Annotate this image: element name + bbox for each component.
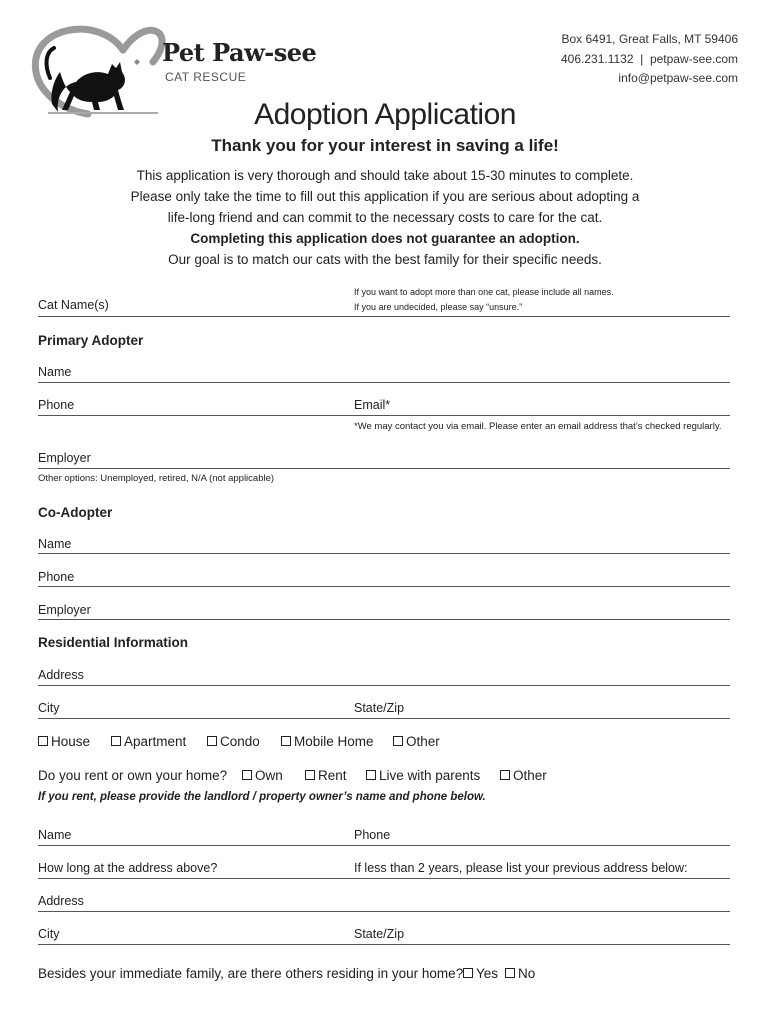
checkbox-icon[interactable] xyxy=(463,968,473,978)
cat-names-field[interactable] xyxy=(38,316,730,317)
option-label: Other xyxy=(513,768,547,783)
checkbox-icon[interactable] xyxy=(500,770,510,780)
co-employer-field[interactable] xyxy=(38,619,730,620)
how-long-label: How long at the address above? xyxy=(38,861,218,875)
landlord-phone-label: Phone xyxy=(354,828,391,842)
landlord-field[interactable] xyxy=(38,845,730,846)
home-type-mobile-home[interactable] xyxy=(281,734,374,749)
res-address-label: Address xyxy=(38,668,84,682)
option-label: Condo xyxy=(220,734,260,749)
co-name-field[interactable] xyxy=(38,553,730,554)
checkbox-icon[interactable] xyxy=(505,968,515,978)
home-type-house[interactable] xyxy=(38,734,90,749)
option-label: Rent xyxy=(318,768,347,783)
res-statezip-label: State/Zip xyxy=(354,701,405,715)
checkbox-icon[interactable] xyxy=(281,736,291,746)
prev-address-field[interactable] xyxy=(38,911,730,912)
landlord-note: If you rent, please provide the landlord / property owner’s name and phone below. xyxy=(38,791,486,803)
primary-name-field[interactable] xyxy=(38,382,730,383)
primary-phone-label: Phone xyxy=(38,398,75,412)
prev-city-state-field[interactable] xyxy=(38,944,730,945)
primary-adopter-heading: Primary Adopter xyxy=(38,333,144,348)
primary-name-label: Name xyxy=(38,365,72,379)
rent-own-own[interactable] xyxy=(242,768,283,783)
home-type-other[interactable] xyxy=(393,734,440,749)
how-long-field[interactable] xyxy=(38,878,730,879)
others-residing-no[interactable] xyxy=(505,966,535,981)
option-label: House xyxy=(51,734,91,749)
co-name-label: Name xyxy=(38,537,72,551)
prev-statezip-label: State/Zip xyxy=(354,927,405,941)
intro-line: life-long friend and can commit to the necessary costs to care for the cat. xyxy=(167,210,603,225)
primary-email-label: Email* xyxy=(354,398,391,412)
option-label: Yes xyxy=(476,966,499,981)
intro-line: Please only take the time to fill out this application if you are serious about adopting a xyxy=(130,189,640,204)
others-residing-yes[interactable] xyxy=(463,966,498,981)
prev-address-label: Address xyxy=(38,894,84,908)
cat-names-note-line: If you want to adopt more than one cat, please include all names. xyxy=(354,287,614,297)
org-phone-web: 406.231.1132 | petpaw-see.com xyxy=(560,51,738,66)
intro-disclaimer: Completing this application does not guarantee an adoption. xyxy=(190,231,580,246)
page-subtitle: Thank you for your interest in saving a life! xyxy=(211,136,559,155)
rent-own-live-with-parents[interactable] xyxy=(366,768,480,783)
primary-phone-email-field[interactable] xyxy=(38,415,730,416)
rent-own-other[interactable] xyxy=(500,768,547,783)
option-label: Live with parents xyxy=(379,768,481,783)
res-address-field[interactable] xyxy=(38,685,730,686)
option-label: Mobile Home xyxy=(294,734,374,749)
option-label: Own xyxy=(255,768,283,783)
option-label: Other xyxy=(406,734,440,749)
co-adopter-heading: Co-Adopter xyxy=(38,505,113,520)
cat-names-note xyxy=(354,285,614,315)
checkbox-icon[interactable] xyxy=(38,736,48,746)
checkbox-icon[interactable] xyxy=(111,736,121,746)
rent-own-rent[interactable] xyxy=(305,768,347,783)
co-phone-field[interactable] xyxy=(38,586,730,587)
res-city-state-field[interactable] xyxy=(38,718,730,719)
previous-address-note: If less than 2 years, please list your previous address below: xyxy=(354,861,688,875)
home-type-apartment[interactable] xyxy=(111,734,186,749)
option-label: No xyxy=(518,966,536,981)
residential-heading: Residential Information xyxy=(38,635,189,650)
home-type-condo[interactable] xyxy=(207,734,260,749)
res-city-label: City xyxy=(38,701,60,715)
checkbox-icon[interactable] xyxy=(242,770,252,780)
landlord-name-label: Name xyxy=(38,828,72,842)
primary-employer-field[interactable] xyxy=(38,468,730,469)
checkbox-icon[interactable] xyxy=(366,770,376,780)
checkbox-icon[interactable] xyxy=(305,770,315,780)
contact-block xyxy=(561,30,738,89)
intro-line: Our goal is to match our cats with the best family for their specific needs. xyxy=(168,252,602,267)
others-residing-question: Besides your immediate family, are there others residing in your home? xyxy=(38,966,464,981)
org-email: info@petpaw-see.com xyxy=(618,71,738,85)
intro-line: This application is very thorough and should take about 15-30 minutes to complete. xyxy=(136,168,634,183)
cat-names-note-line: If you are undecided, please say “unsure.” xyxy=(354,302,523,312)
employer-note: Other options: Unemployed, retired, N/A (not applicable) xyxy=(38,473,275,484)
page-title: Adoption Application xyxy=(254,98,516,131)
org-name: Pet Paw-see xyxy=(162,38,317,67)
checkbox-icon[interactable] xyxy=(393,736,403,746)
primary-employer-label: Employer xyxy=(38,451,91,465)
org-address: Box 6491, Great Falls, MT 59406 xyxy=(561,32,738,46)
email-note: *We may contact you via email. Please enter an email address that’s checked regularly. xyxy=(354,421,722,432)
org-subtitle: CAT RESCUE xyxy=(165,70,247,84)
cat-names-label: Cat Name(s) xyxy=(38,298,109,312)
prev-city-label: City xyxy=(38,927,60,941)
option-label: Apartment xyxy=(124,734,187,749)
intro-text xyxy=(0,165,770,270)
checkbox-icon[interactable] xyxy=(207,736,217,746)
rent-own-question: Do you rent or own your home? xyxy=(38,768,228,783)
co-phone-label: Phone xyxy=(38,570,75,584)
co-employer-label: Employer xyxy=(38,603,91,617)
